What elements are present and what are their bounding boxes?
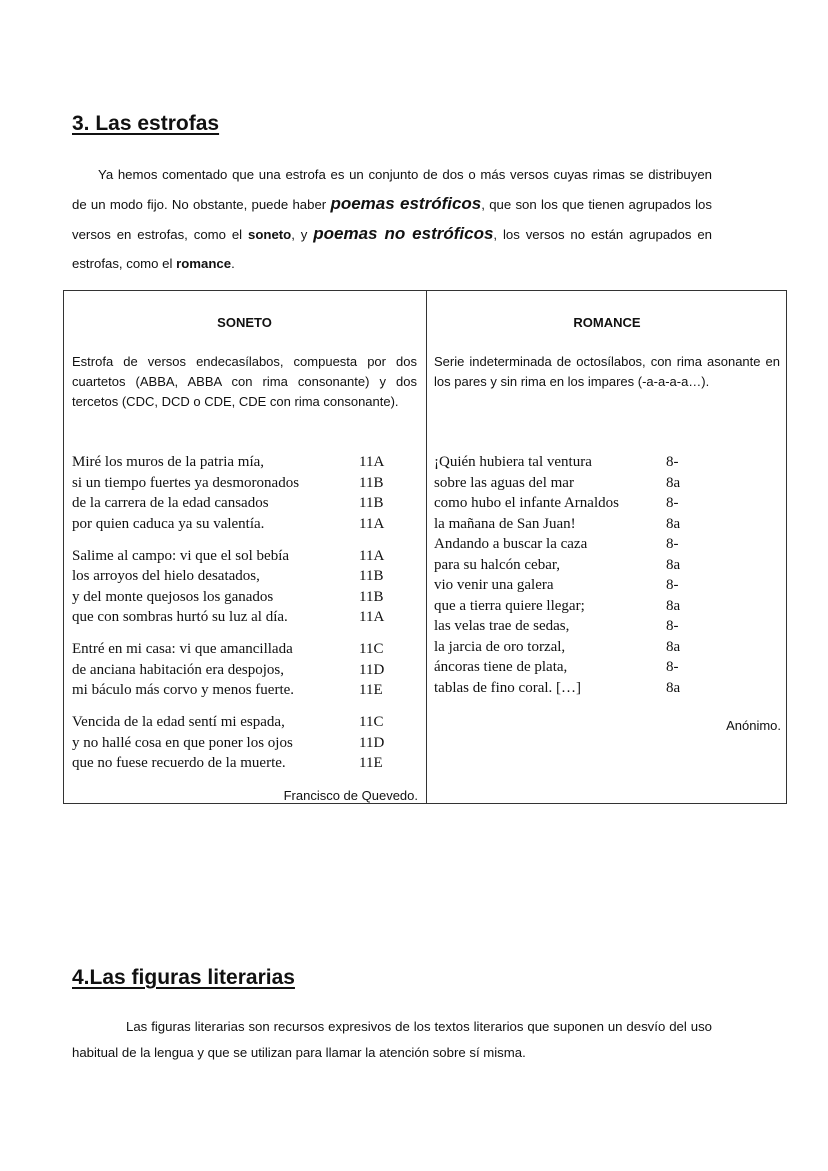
verse-line [72,587,417,608]
verse-line [434,534,780,555]
section-4-text: Las figuras literarias son recursos expresivos de los textos literarios que suponen un desvío del uso habitual de la lengua y que se utilizan para llamar la atención sobre sí misma. [72,1019,712,1060]
verse-text: Entré en mi casa: vi que amancillada [72,641,293,657]
verse-line [72,733,417,754]
meter-rhyme-code: 11E [359,755,383,771]
romance-description: Serie indeterminada de octosílabos, con rima asonante en los pares y sin rima en los impares (-a-a-a-a…). [434,354,780,389]
verse-line [72,639,417,660]
verse-text: que no fuese recuerdo de la muerte. [72,755,286,771]
verse-text: mi báculo más corvo y menos fuerte. [72,682,295,698]
meter-rhyme-code: 8a [666,556,681,573]
verse-line [434,657,780,678]
verse-line [72,712,417,733]
meter-rhyme-code: 8- [666,536,679,552]
verse-text: las velas trae de sedas, [434,618,570,634]
meter-rhyme-code: 8- [666,577,679,593]
meter-rhyme-code: 11A [359,454,385,470]
meter-rhyme-code: 11A [359,609,385,625]
verse-text: de anciana habitación era despojos, [72,661,284,678]
verse-line [72,607,417,628]
verse-text: para su halcón cebar, [434,556,560,573]
verse-line [72,660,417,681]
verse-text: Salime al campo: vi que el sol bebía [72,547,290,564]
section-3-intro: Ya hemos comentado que una estrofa es un conjunto de dos o más versos cuyas rimas se distribuyen de un modo fijo. No obstante, puede haber poemas estróficos, que son los que tienen agrupados los versos en estrofas, como el soneto, y poemas no estróficos, los versos no están agrupados en estrofas, como el romance. [72,167,712,271]
verse-text: que a tierra quiere llegar; [434,597,585,614]
meter-rhyme-code: 11B [359,568,384,584]
verse-line [434,678,780,699]
meter-rhyme-code: 11B [359,474,384,491]
verse-text: la mañana de San Juan! [434,515,576,532]
stanza [72,546,417,628]
verse-text: vio venir una galera [434,577,554,593]
verse-line [72,566,417,587]
romance-poem [434,452,780,698]
verse-line [434,637,780,658]
romance-header: ROMANCE [573,315,641,330]
verse-text: Andando a buscar la caza [434,536,588,552]
meter-rhyme-code: 8a [666,679,681,696]
meter-rhyme-code: 11A [359,547,385,564]
verse-line [434,473,780,494]
verse-text: como hubo el infante Arnaldos [434,495,619,511]
verse-line [434,452,780,473]
verse-line [434,616,780,637]
verse-text: áncoras tiene de plata, [434,659,568,675]
meter-rhyme-code: 11C [359,714,384,730]
verse-text: sobre las aguas del mar [434,474,574,491]
verse-text: y no hallé cosa en que poner los ojos [72,734,293,751]
meter-rhyme-code: 11A [359,515,385,532]
verse-text: la jarcia de oro torzal, [434,638,566,655]
meter-rhyme-code: 11B [359,588,384,605]
verse-line [72,680,417,701]
verse-text: y del monte quejosos los ganados [72,588,274,605]
verse-line [72,452,417,473]
stanza [72,712,417,774]
verse-text: Vencida de la edad sentí mi espada, [72,714,285,730]
verse-line [434,493,780,514]
verse-line [434,596,780,617]
verse-text: Miré los muros de la patria mía, [72,454,265,470]
meter-rhyme-code: 11D [359,661,385,678]
verse-line [434,575,780,596]
verse-line [72,546,417,567]
meter-rhyme-code: 8- [666,618,679,634]
verse-text: por quien caduca ya su valentía. [72,515,265,532]
example-sonnet: soneto [248,227,292,242]
verse-text: ¡Quién hubiera tal ventura [434,454,592,470]
meter-rhyme-code: 8a [666,597,681,614]
stanza [72,639,417,701]
verse-text: si un tiempo fuertes ya desmoronados [72,474,300,491]
verse-text: los arroyos del hielo desatados, [72,568,260,584]
meter-rhyme-code: 11B [359,495,384,511]
meter-rhyme-code: 11D [359,734,385,751]
meter-rhyme-code: 8a [666,515,681,532]
meter-rhyme-code: 11C [359,641,384,657]
meter-rhyme-code: 8- [666,454,679,470]
verse-line [434,555,780,576]
meter-rhyme-code: 11E [359,682,383,698]
meter-rhyme-code: 8a [666,638,681,655]
sonnet-header: SONETO [217,315,272,330]
verse-line [72,753,417,774]
meter-rhyme-code: 8- [666,495,679,511]
stanza [72,452,417,534]
verse-text: tablas de fino coral. […] [434,679,582,696]
romance-author: Anónimo. [726,718,781,733]
term-non-strophic: poemas no estróficos [313,224,494,243]
example-romance: romance [176,256,232,271]
comparison-table [63,290,787,804]
meter-rhyme-code: 8- [666,659,679,675]
term-strophic: poemas estróficos [330,194,482,213]
sonnet-author: Francisco de Quevedo. [283,788,418,803]
verse-line [72,493,417,514]
sonnet-description: Estrofa de versos endecasílabos, compuesta por dos cuartetos (ABBA, ABBA con rima consonante) y dos tercetos (CDC, DCD o CDE, CDE con rima consonante). [72,354,417,409]
verse-line [72,473,417,494]
section-4-title: 4.Las figuras literarias [72,966,295,989]
verse-text: que con sombras hurtó su luz al día. [72,609,288,625]
section-3-title: 3. Las estrofas [72,112,220,135]
table-divider [426,291,427,803]
sonnet-poem [72,452,417,785]
verse-line [72,514,417,535]
verse-text: de la carrera de la edad cansados [72,495,269,511]
meter-rhyme-code: 8a [666,474,681,491]
verse-line [434,514,780,535]
